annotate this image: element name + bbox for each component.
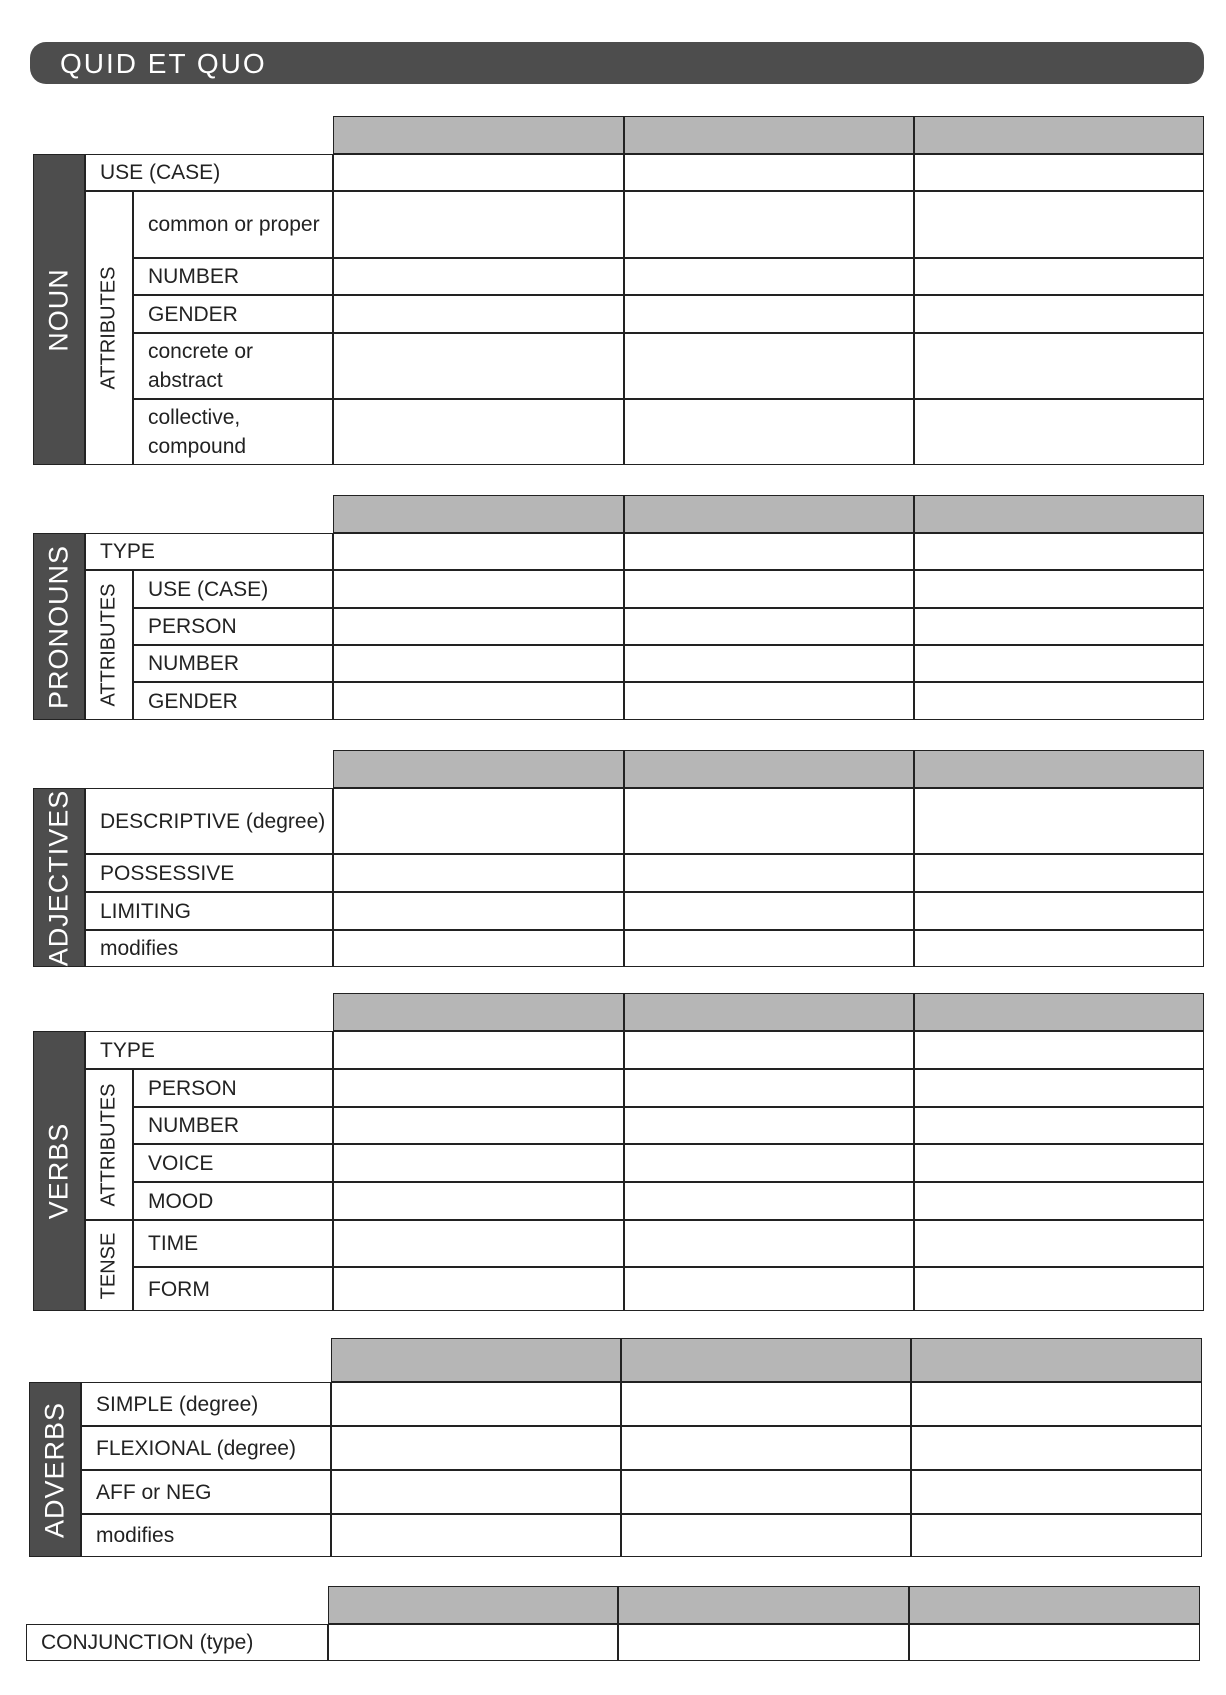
noun-row-label-3	[133, 258, 333, 295]
noun-header-col-3	[914, 116, 1204, 154]
adverbs-header-col-3	[911, 1338, 1202, 1382]
adverbs-row-1-cell-1[interactable]	[331, 1382, 621, 1426]
adjectives-row-label-text: LIMITING	[100, 899, 192, 923]
adjectives-row-4-cell-2[interactable]	[624, 930, 914, 967]
adjectives-band-label: ADJECTIVES	[43, 789, 74, 966]
pronouns-header-col-2	[624, 495, 914, 533]
adverbs-row-2-cell-2[interactable]	[621, 1426, 911, 1470]
title-bar	[30, 42, 1204, 84]
pronouns-row-2-cell-3[interactable]	[914, 570, 1204, 608]
verbs-header-col-2	[624, 993, 914, 1031]
verbs-row-label-1	[85, 1031, 333, 1069]
adjectives-row-4-cell-1[interactable]	[333, 930, 624, 967]
adjectives-header-col-1	[333, 750, 624, 788]
adjectives-row-label-text: DESCRIPTIVE (degree)	[100, 809, 326, 833]
adverbs-band	[29, 1382, 81, 1557]
noun-row-label-4	[133, 295, 333, 333]
noun-row-2-cell-1[interactable]	[333, 191, 624, 258]
noun-row-label-text: concrete or abstract	[148, 340, 254, 392]
pronouns-row-label-1	[85, 533, 333, 570]
adjectives-row-label-text: POSSESSIVE	[100, 861, 235, 885]
adjectives-row-2-cell-3[interactable]	[914, 854, 1204, 892]
verbs-header-col-1	[333, 993, 624, 1031]
adverbs-row-label-3	[81, 1470, 331, 1514]
noun-row-label-1	[85, 154, 333, 191]
verbs-row-2-cell-1[interactable]	[333, 1069, 624, 1107]
conjunction-header-col-1	[328, 1586, 618, 1624]
adjectives-row-3-cell-2[interactable]	[624, 892, 914, 930]
verbs-row-2-cell-3[interactable]	[914, 1069, 1204, 1107]
verbs-tense-group	[85, 1220, 133, 1311]
noun-row-label-text: common or proper	[148, 213, 320, 236]
pronouns-row-label-text: GENDER	[148, 689, 238, 713]
adjectives-row-label-2	[85, 854, 333, 892]
noun-attributes-group	[85, 191, 133, 465]
verbs-row-label-text: TIME	[148, 1232, 199, 1255]
verbs-row-2-cell-2[interactable]	[624, 1069, 914, 1107]
noun-row-1-cell-2[interactable]	[624, 154, 914, 191]
noun-attributes-label: ATTRIBUTES	[97, 266, 120, 390]
noun-row-1-cell-1[interactable]	[333, 154, 624, 191]
noun-row-6-cell-3[interactable]	[914, 399, 1204, 465]
adverbs-row-3-cell-2[interactable]	[621, 1470, 911, 1514]
noun-row-3-cell-2[interactable]	[624, 258, 914, 295]
verbs-row-5-cell-1[interactable]	[333, 1182, 624, 1220]
noun-row-6-cell-2[interactable]	[624, 399, 914, 465]
adjectives-row-1-cell-1[interactable]	[333, 788, 624, 854]
verbs-row-6-cell-2[interactable]	[624, 1220, 914, 1267]
pronouns-row-label-text: USE (CASE)	[148, 577, 269, 601]
adjectives-row-1-cell-3[interactable]	[914, 788, 1204, 854]
verbs-row-6-cell-3[interactable]	[914, 1220, 1204, 1267]
noun-row-3-cell-1[interactable]	[333, 258, 624, 295]
verbs-row-1-cell-2[interactable]	[624, 1031, 914, 1069]
verbs-band-label: VERBS	[43, 1122, 74, 1220]
adverbs-row-3-cell-1[interactable]	[331, 1470, 621, 1514]
noun-row-4-cell-1[interactable]	[333, 295, 624, 333]
adverbs-row-label-2	[81, 1426, 331, 1470]
noun-row-label-5	[133, 333, 333, 399]
verbs-row-6-cell-1[interactable]	[333, 1220, 624, 1267]
pronouns-header-col-3	[914, 495, 1204, 533]
pronouns-row-5-cell-2[interactable]	[624, 682, 914, 720]
noun-row-label-2	[133, 191, 333, 258]
verbs-row-label-text: FORM	[148, 1277, 210, 1301]
adverbs-row-label-text: SIMPLE (degree)	[96, 1392, 259, 1416]
adjectives-row-label-text: modifies	[100, 937, 179, 960]
adjectives-header-col-3	[914, 750, 1204, 788]
adjectives-row-3-cell-3[interactable]	[914, 892, 1204, 930]
adjectives-row-2-cell-2[interactable]	[624, 854, 914, 892]
conjunction-header-col-3	[909, 1586, 1200, 1624]
noun-row-label-text: GENDER	[148, 302, 238, 326]
verbs-band	[33, 1031, 85, 1311]
conjunction-row-label-text: CONJUNCTION (type)	[41, 1631, 254, 1654]
noun-row-6-cell-1[interactable]	[333, 399, 624, 465]
verbs-row-4-cell-2[interactable]	[624, 1144, 914, 1182]
conjunction-row-1-cell-3[interactable]	[909, 1624, 1200, 1661]
noun-row-2-cell-2[interactable]	[624, 191, 914, 258]
noun-row-label-text: collective, compound	[148, 406, 247, 458]
verbs-row-1-cell-1[interactable]	[333, 1031, 624, 1069]
pronouns-row-3-cell-3[interactable]	[914, 608, 1204, 645]
pronouns-row-4-cell-3[interactable]	[914, 645, 1204, 682]
verbs-row-label-text: NUMBER	[148, 1114, 240, 1137]
adverbs-row-label-1	[81, 1382, 331, 1426]
conjunction-row-1-cell-2[interactable]	[618, 1624, 909, 1661]
pronouns-row-2-cell-2[interactable]	[624, 570, 914, 608]
verbs-row-label-6	[133, 1220, 333, 1267]
pronouns-header-col-1	[333, 495, 624, 533]
verbs-row-7-cell-1[interactable]	[333, 1267, 624, 1311]
pronouns-row-2-cell-1[interactable]	[333, 570, 624, 608]
verbs-row-label-text: VOICE	[148, 1151, 214, 1175]
pronouns-band	[33, 533, 85, 720]
noun-band-label: NOUN	[43, 267, 74, 352]
adverbs-row-3-cell-3[interactable]	[911, 1470, 1202, 1514]
verbs-row-3-cell-1[interactable]	[333, 1107, 624, 1144]
adjectives-row-1-cell-2[interactable]	[624, 788, 914, 854]
pronouns-row-4-cell-2[interactable]	[624, 645, 914, 682]
adverbs-row-1-cell-2[interactable]	[621, 1382, 911, 1426]
verbs-row-5-cell-3[interactable]	[914, 1182, 1204, 1220]
noun-row-5-cell-1[interactable]	[333, 333, 624, 399]
adverbs-band-label: ADVERBS	[39, 1401, 70, 1538]
adverbs-row-1-cell-3[interactable]	[911, 1382, 1202, 1426]
noun-row-3-cell-3[interactable]	[914, 258, 1204, 295]
conjunction-header-col-2	[618, 1586, 909, 1624]
pronouns-attributes-group	[85, 570, 133, 720]
verbs-row-3-cell-2[interactable]	[624, 1107, 914, 1144]
verbs-row-4-cell-3[interactable]	[914, 1144, 1204, 1182]
adjectives-row-3-cell-1[interactable]	[333, 892, 624, 930]
verbs-row-label-3	[133, 1107, 333, 1144]
pronouns-band-label: PRONOUNS	[43, 544, 74, 709]
verbs-row-label-text: TYPE	[100, 1038, 155, 1062]
noun-row-label-text: USE (CASE)	[100, 161, 221, 184]
pronouns-row-1-cell-3[interactable]	[914, 533, 1204, 570]
noun-row-label-6	[133, 399, 333, 465]
adverbs-row-label-text: modifies	[96, 1524, 175, 1547]
pronouns-row-5-cell-1[interactable]	[333, 682, 624, 720]
noun-row-2-cell-3[interactable]	[914, 191, 1204, 258]
adverbs-row-2-cell-3[interactable]	[911, 1426, 1202, 1470]
pronouns-row-label-text: TYPE	[100, 540, 155, 563]
pronouns-row-4-cell-1[interactable]	[333, 645, 624, 682]
pronouns-row-label-2	[133, 570, 333, 608]
verbs-header-col-3	[914, 993, 1204, 1031]
pronouns-attributes-label: ATTRIBUTES	[97, 583, 120, 707]
verbs-row-5-cell-2[interactable]	[624, 1182, 914, 1220]
pronouns-row-label-text: NUMBER	[148, 652, 240, 675]
adjectives-row-4-cell-3[interactable]	[914, 930, 1204, 967]
adverbs-row-label-text: FLEXIONAL (degree)	[96, 1436, 296, 1460]
pronouns-row-5-cell-3[interactable]	[914, 682, 1204, 720]
verbs-row-1-cell-3[interactable]	[914, 1031, 1204, 1069]
pronouns-row-3-cell-2[interactable]	[624, 608, 914, 645]
adjectives-band	[33, 788, 85, 967]
noun-row-4-cell-3[interactable]	[914, 295, 1204, 333]
verbs-row-label-text: PERSON	[148, 1076, 237, 1100]
verbs-row-label-5	[133, 1182, 333, 1220]
noun-row-1-cell-3[interactable]	[914, 154, 1204, 191]
adverbs-row-4-cell-1[interactable]	[331, 1514, 621, 1557]
verbs-row-label-text: MOOD	[148, 1189, 214, 1213]
verbs-attributes-group	[85, 1069, 133, 1220]
adverbs-row-label-4	[81, 1514, 331, 1557]
verbs-row-label-7	[133, 1267, 333, 1311]
adverbs-row-4-cell-2[interactable]	[621, 1514, 911, 1557]
adverbs-row-2-cell-1[interactable]	[331, 1426, 621, 1470]
verbs-attributes-label: ATTRIBUTES	[97, 1083, 120, 1206]
adverbs-row-label-text: AFF or NEG	[96, 1480, 212, 1504]
noun-header-col-2	[624, 116, 914, 154]
verbs-row-label-4	[133, 1144, 333, 1182]
verbs-row-3-cell-3[interactable]	[914, 1107, 1204, 1144]
pronouns-row-1-cell-1[interactable]	[333, 533, 624, 570]
pronouns-row-1-cell-2[interactable]	[624, 533, 914, 570]
noun-row-5-cell-3[interactable]	[914, 333, 1204, 399]
pronouns-row-label-text: PERSON	[148, 615, 237, 638]
noun-header-col-1	[333, 116, 624, 154]
verbs-row-7-cell-2[interactable]	[624, 1267, 914, 1311]
noun-row-5-cell-2[interactable]	[624, 333, 914, 399]
pronouns-row-label-3	[133, 608, 333, 645]
adjectives-row-label-1	[85, 788, 333, 854]
conjunction-row-1-cell-1[interactable]	[328, 1624, 618, 1661]
adverbs-header-col-1	[331, 1338, 621, 1382]
page-title: QUID ET QUO	[60, 48, 267, 79]
verbs-tense-label: TENSE	[97, 1232, 120, 1299]
pronouns-row-3-cell-1[interactable]	[333, 608, 624, 645]
noun-row-4-cell-2[interactable]	[624, 295, 914, 333]
adverbs-header-col-2	[621, 1338, 911, 1382]
verbs-row-7-cell-3[interactable]	[914, 1267, 1204, 1311]
adjectives-row-label-3	[85, 892, 333, 930]
noun-band	[33, 154, 85, 465]
noun-row-label-text: NUMBER	[148, 265, 240, 288]
adverbs-row-4-cell-3[interactable]	[911, 1514, 1202, 1557]
adjectives-row-label-4	[85, 930, 333, 967]
verbs-row-label-2	[133, 1069, 333, 1107]
verbs-row-4-cell-1[interactable]	[333, 1144, 624, 1182]
adjectives-header-col-2	[624, 750, 914, 788]
pronouns-row-label-4	[133, 645, 333, 682]
adjectives-row-2-cell-1[interactable]	[333, 854, 624, 892]
conjunction-row-label-1	[26, 1624, 328, 1661]
pronouns-row-label-5	[133, 682, 333, 720]
